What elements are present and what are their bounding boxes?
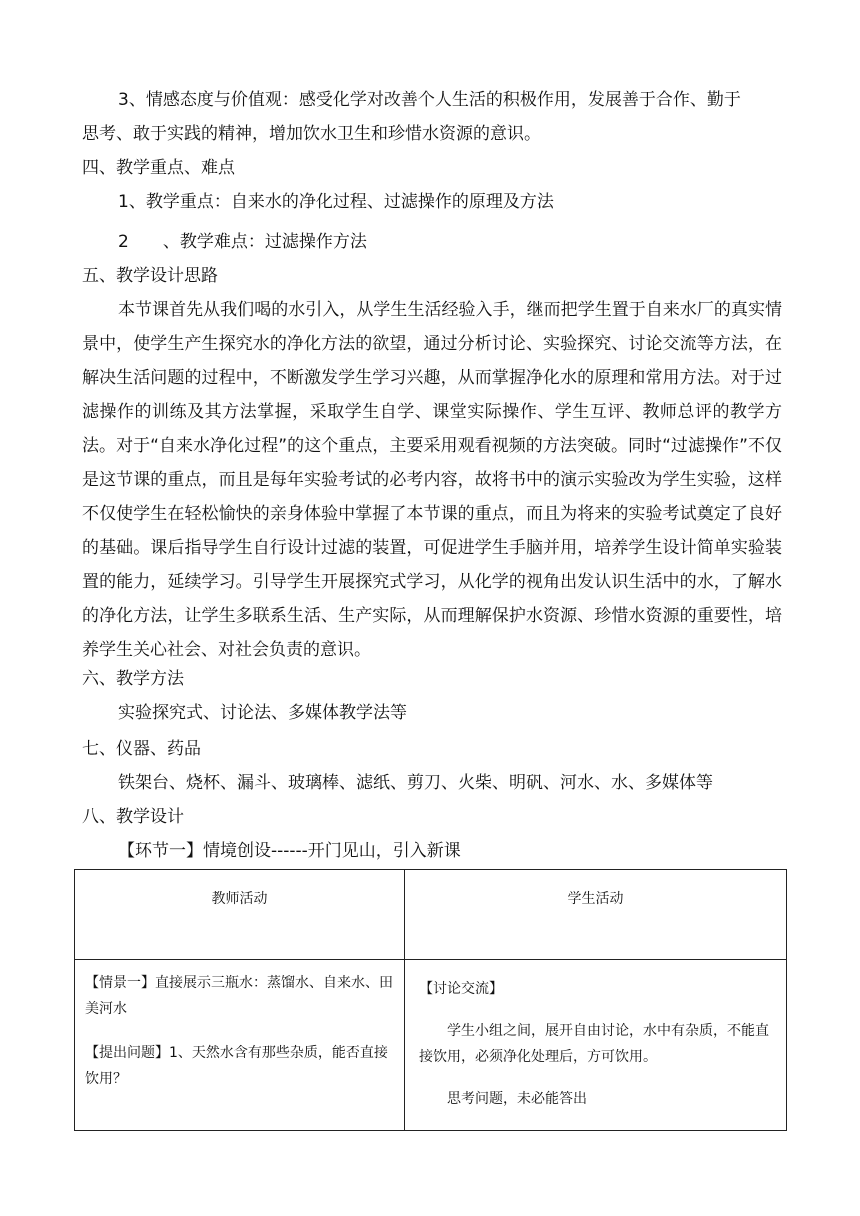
thinking-text: 思考问题，未必能答出 [447,1091,587,1107]
key-point: 1、教学重点：自来水的净化过程、过滤操作的原理及方法 [118,192,554,212]
difficult-point-number: 2 [118,232,129,252]
scenario-one: 【情景一】直接展示三瓶水：蒸馏水、自来水、田美河水 [85,975,393,1017]
teaching-methods: 实验探究式、讨论法、多媒体教学法等 [118,703,407,723]
discussion-label: 【讨论交流】 [419,981,503,997]
teacher-activity-header: 教师活动 [75,870,405,960]
section-6-heading: 六、教学方法 [82,669,184,689]
stage-one-title: 【环节一】情境创设------开门见山，引入新课 [118,841,461,861]
teacher-activity-cell [75,960,405,1131]
question-one: 【提出问题】1、天然水含有那些杂质，能否直接饮用？ [85,1045,388,1087]
table-row [75,960,787,1131]
section-8-heading: 八、教学设计 [82,807,184,827]
equipment-list: 铁架台、烧杯、漏斗、玻璃棒、滤纸、剪刀、火柴、明矾、河水、水、多媒体等 [118,773,713,793]
objective-3-line-1: 3、情感态度与价值观：感受化学对改善个人生活的积极作用，发展善于合作、勤于 [118,90,741,110]
student-activity-cell [405,960,787,1131]
objective-3-line-2: 思考、敢于实践的精神，增加饮水卫生和珍惜水资源的意识。 [82,124,541,144]
discussion-text: 学生小组之间，展开自由讨论，水中有杂质，不能直接饮用，必须净化处理后，方可饮用。 [419,1023,769,1065]
student-activity-header: 学生活动 [405,870,787,960]
section-4-heading: 四、教学重点、难点 [82,158,235,178]
design-rationale-paragraph: 本节课首先从我们喝的水引入，从学生生活经验入手，继而把学生置于自来水厂的真实情景中，使学生产生探究水的净化方法的欲望，通过分析讨论、实验探究、讨论交流等方法，在解决生活问题的过程中，不断激发学生学习兴趣，从而掌握净化水的原理和常用方法。对于过滤操作的训练及其方法掌握，采取学生自学、课堂实际操作、学生互评、教师总评的教学方法。对于“自来水净化过程”的这个重点，主要采用观看视频的方法突破。同时“过滤操作”不仅是这节课的重点，而且是每年实验考试的必考内容，故将书中的演示实验改为学生实验，这样不仅使学生在轻松愉快的亲身体验中掌握了本节课的重点，而且为将来的实验考试奠定了良好的基础。课后指导学生自行设计过滤的装置，可促进学生手脑并用，培养学生设计简单实验装置的能力，延续学习。引导学生开展探究式学习，从化学的视角出发认识生活中的水，了解水的净化方法，让学生多联系生活、生产实际，从而理解保护水资源、珍惜水资源的重要性，培养学生关心社会、对社会负责的意识。 [82,300,782,660]
activity-table [74,869,787,1131]
section-7-heading: 七、仪器、药品 [82,739,201,759]
difficult-point [118,225,367,259]
table-header-row [75,870,787,960]
difficult-point-text: 、教学难点：过滤操作方法 [162,232,367,252]
section-5-heading: 五、教学设计思路 [82,266,218,286]
